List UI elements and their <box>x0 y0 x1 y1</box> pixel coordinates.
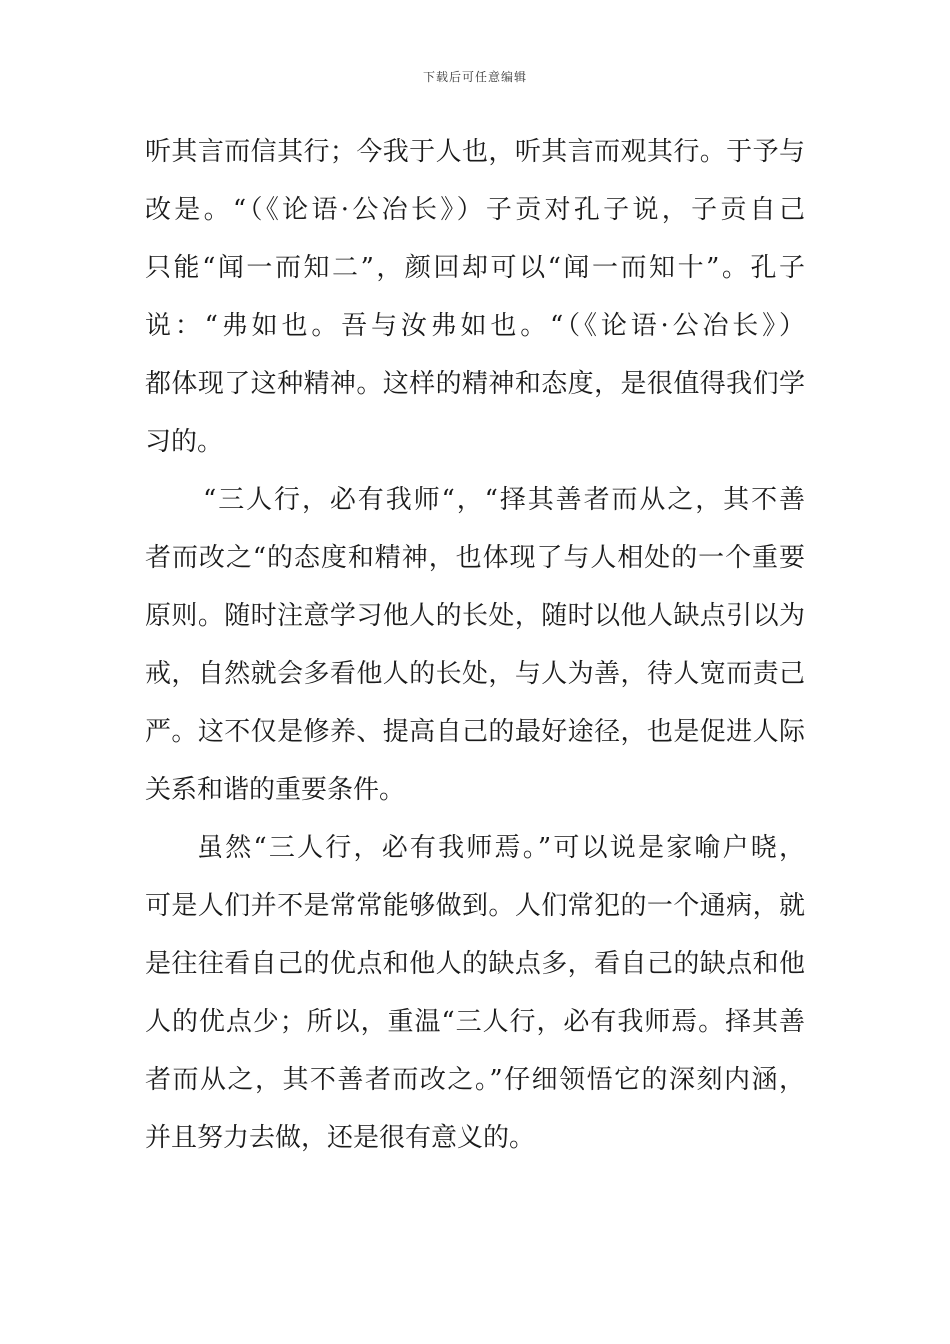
text-line: 只能“闻一而知二”，颜回却可以“闻一而知十”。孔子 <box>145 253 805 283</box>
text-line: 习的。 <box>145 427 224 457</box>
text-line: 都体现了这种精神。这样的精神和态度，是很值得我们学 <box>145 369 805 399</box>
text-line: 并且努力去做，还是很有意义的。 <box>145 1123 536 1153</box>
text-line: 戒，自然就会多看他人的长处，与人为善，待人宽而责己 <box>145 659 805 689</box>
paragraph-1 <box>145 123 805 471</box>
text-line: 原则。随时注意学习他人的长处，随时以他人缺点引以为 <box>145 601 805 631</box>
paragraph-3 <box>145 819 805 1167</box>
text-line: 严。这不仅是修养、提高自己的最好途径，也是促进人际 <box>145 717 805 747</box>
text-line: 关系和谐的重要条件。 <box>145 775 406 805</box>
text-line: 虽然“三人行，必有我师焉。”可以说是家喻户晓， <box>197 833 805 863</box>
header-note: 下载后可任意编辑 <box>422 70 527 84</box>
text-line: “三人行，必有我师“，“择其善者而从之，其不善 <box>203 485 805 515</box>
text-line: 听其言而信其行；今我于人也，听其言而观其行。于予与 <box>145 137 805 167</box>
text-line: 改是。“（《论语·公冶长》）子贡对孔子说，子贡自己 <box>145 195 805 225</box>
text-line: 是往往看自己的优点和他人的缺点多，看自己的缺点和他 <box>145 949 805 979</box>
paragraph-2 <box>145 471 805 819</box>
text-line: 者而从之，其不善者而改之。”仔细领悟它的深刻内涵， <box>145 1065 805 1095</box>
text-line: 可是人们并不是常常能够做到。人们常犯的一个通病，就 <box>145 891 805 921</box>
text-line: 说：“弗如也。吾与汝弗如也。“（《论语·公冶长》） <box>145 311 805 341</box>
text-line: 者而改之“的态度和精神，也体现了与人相处的一个重要 <box>145 543 805 573</box>
text-line: 人的优点少；所以，重温“三人行，必有我师焉。择其善 <box>145 1007 805 1037</box>
body-text <box>145 123 805 1167</box>
